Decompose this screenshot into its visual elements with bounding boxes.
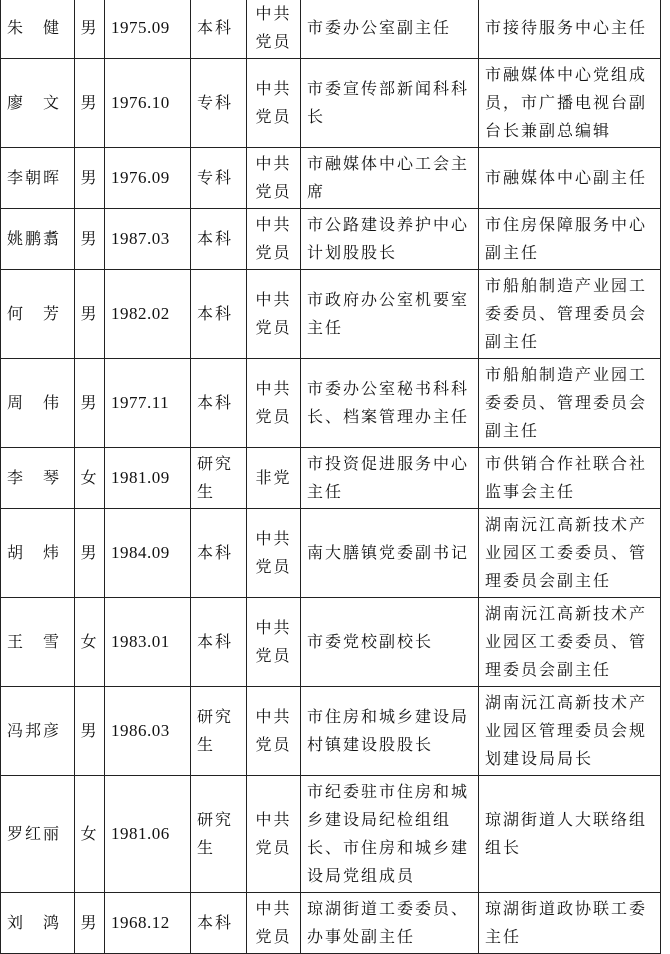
name-cell: 王 雪 [1, 598, 75, 687]
sex-cell: 男 [75, 893, 105, 954]
new-position-cell: 湖南沅江高新技术产业园区工委委员、管理委员会副主任 [479, 598, 661, 687]
new-position-cell: 市船舶制造产业园工委委员、管理委员会副主任 [479, 270, 661, 359]
birth-date-cell: 1986.03 [105, 687, 191, 776]
political-status-cell: 中共党员 [247, 270, 301, 359]
name-cell: 胡 炜 [1, 509, 75, 598]
new-position-cell: 市供销合作社联合社监事会主任 [479, 448, 661, 509]
new-position-cell: 琼湖街道人大联络组组长 [479, 776, 661, 893]
education-cell: 本科 [191, 270, 247, 359]
education-cell: 专科 [191, 148, 247, 209]
birth-date-cell: 1976.09 [105, 148, 191, 209]
birth-date-cell: 1983.01 [105, 598, 191, 687]
political-status-cell: 中共党员 [247, 0, 301, 59]
sex-cell: 女 [75, 776, 105, 893]
birth-date-cell: 1976.10 [105, 59, 191, 148]
political-status-cell: 中共党员 [247, 148, 301, 209]
political-status-cell: 中共党员 [247, 893, 301, 954]
table-body [1, 0, 661, 954]
birth-date-cell: 1982.02 [105, 270, 191, 359]
table-row [1, 598, 661, 687]
political-status-cell: 中共党员 [247, 687, 301, 776]
table-row [1, 509, 661, 598]
name-cell: 周 伟 [1, 359, 75, 448]
previous-position-cell: 市委办公室副主任 [301, 0, 479, 59]
name-cell: 刘 鸿 [1, 893, 75, 954]
sex-cell: 男 [75, 209, 105, 270]
table-row [1, 59, 661, 148]
new-position-cell: 市融媒体中心党组成员，市广播电视台副台长兼副总编辑 [479, 59, 661, 148]
birth-date-cell: 1975.09 [105, 0, 191, 59]
sex-cell: 男 [75, 148, 105, 209]
previous-position-cell: 市政府办公室机要室主任 [301, 270, 479, 359]
sex-cell: 男 [75, 359, 105, 448]
name-cell: 李朝晖 [1, 148, 75, 209]
previous-position-cell: 市住房和城乡建设局村镇建设股股长 [301, 687, 479, 776]
birth-date-cell: 1981.09 [105, 448, 191, 509]
political-status-cell: 中共党员 [247, 776, 301, 893]
sex-cell: 男 [75, 687, 105, 776]
table-row [1, 0, 661, 59]
education-cell: 研究生 [191, 448, 247, 509]
education-cell: 本科 [191, 0, 247, 59]
previous-position-cell: 市公路建设养护中心计划股股长 [301, 209, 479, 270]
sex-cell: 女 [75, 598, 105, 687]
new-position-cell: 市船舶制造产业园工委委员、管理委员会副主任 [479, 359, 661, 448]
sex-cell: 男 [75, 0, 105, 59]
sex-cell: 男 [75, 509, 105, 598]
table-row [1, 209, 661, 270]
previous-position-cell: 琼湖街道工委委员、办事处副主任 [301, 893, 479, 954]
birth-date-cell: 1977.11 [105, 359, 191, 448]
name-cell: 李 琴 [1, 448, 75, 509]
table-row [1, 448, 661, 509]
education-cell: 本科 [191, 509, 247, 598]
sex-cell: 男 [75, 270, 105, 359]
table-row [1, 687, 661, 776]
new-position-cell: 市融媒体中心副主任 [479, 148, 661, 209]
name-cell: 廖 文 [1, 59, 75, 148]
previous-position-cell: 市投资促进服务中心主任 [301, 448, 479, 509]
previous-position-cell: 市委宣传部新闻科科长 [301, 59, 479, 148]
education-cell: 本科 [191, 359, 247, 448]
table-row [1, 359, 661, 448]
birth-date-cell: 1981.06 [105, 776, 191, 893]
political-status-cell: 中共党员 [247, 598, 301, 687]
education-cell: 研究生 [191, 776, 247, 893]
education-cell: 本科 [191, 893, 247, 954]
education-cell: 本科 [191, 209, 247, 270]
name-cell: 罗红丽 [1, 776, 75, 893]
table-row [1, 270, 661, 359]
political-status-cell: 非党 [247, 448, 301, 509]
name-cell: 姚鹏翥 [1, 209, 75, 270]
education-cell: 研究生 [191, 687, 247, 776]
table-row [1, 148, 661, 209]
political-status-cell: 中共党员 [247, 209, 301, 270]
previous-position-cell: 南大膳镇党委副书记 [301, 509, 479, 598]
political-status-cell: 中共党员 [247, 359, 301, 448]
political-status-cell: 中共党员 [247, 509, 301, 598]
previous-position-cell: 市纪委驻市住房和城乡建设局纪检组组长、市住房和城乡建设局党组成员 [301, 776, 479, 893]
previous-position-cell: 市委办公室秘书科科长、档案管理办主任 [301, 359, 479, 448]
education-cell: 本科 [191, 598, 247, 687]
sex-cell: 女 [75, 448, 105, 509]
birth-date-cell: 1984.09 [105, 509, 191, 598]
previous-position-cell: 市融媒体中心工会主席 [301, 148, 479, 209]
birth-date-cell: 1987.03 [105, 209, 191, 270]
new-position-cell: 琼湖街道政协联工委主任 [479, 893, 661, 954]
name-cell: 冯邦彦 [1, 687, 75, 776]
previous-position-cell: 市委党校副校长 [301, 598, 479, 687]
table-row [1, 893, 661, 954]
sex-cell: 男 [75, 59, 105, 148]
new-position-cell: 市住房保障服务中心副主任 [479, 209, 661, 270]
new-position-cell: 湖南沅江高新技术产业园区管理委员会规划建设局局长 [479, 687, 661, 776]
new-position-cell: 湖南沅江高新技术产业园区工委委员、管理委员会副主任 [479, 509, 661, 598]
name-cell: 朱 健 [1, 0, 75, 59]
education-cell: 专科 [191, 59, 247, 148]
birth-date-cell: 1968.12 [105, 893, 191, 954]
table-row [1, 776, 661, 893]
name-cell: 何 芳 [1, 270, 75, 359]
new-position-cell: 市接待服务中心主任 [479, 0, 661, 59]
political-status-cell: 中共党员 [247, 59, 301, 148]
